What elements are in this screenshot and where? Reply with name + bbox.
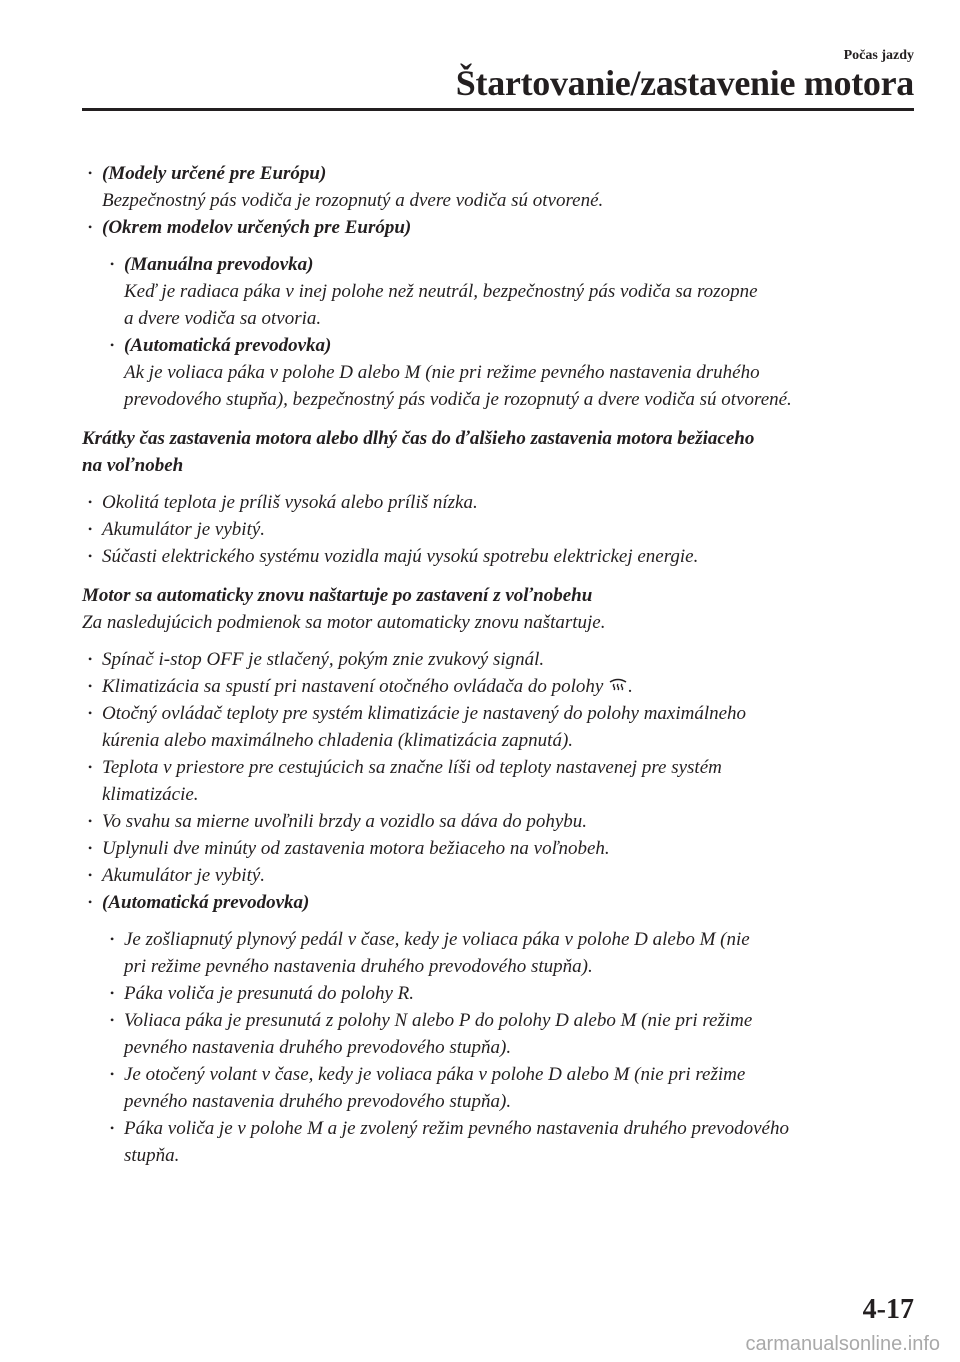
- list-item: [82, 516, 917, 543]
- bullet: •: [88, 760, 93, 774]
- list-item: [82, 160, 917, 214]
- bullet: •: [110, 932, 115, 946]
- list-item: [82, 808, 917, 835]
- list-item: [82, 754, 917, 808]
- list-item: [82, 673, 917, 700]
- bullet: •: [88, 652, 93, 666]
- item-text: a dvere vodiča sa otvoria.: [124, 308, 322, 329]
- bullet: •: [88, 679, 93, 693]
- item-text: Akumulátor je vybitý.: [102, 519, 266, 540]
- item-text: Je zošliapnutý plynový pedál v čase, kedy je voliaca páka v polohe D alebo M (nie: [124, 929, 750, 950]
- bullet: •: [110, 1067, 115, 1081]
- section-label: Počas jazdy: [843, 48, 914, 63]
- list-item: [82, 926, 917, 980]
- item-text: prevodového stupňa), bezpečnostný pás vodiča je rozopnutý a dvere vodiča sú otvorené.: [124, 389, 792, 410]
- bullet: •: [110, 1013, 115, 1027]
- item-label: (Automatická prevodovka): [124, 335, 332, 356]
- list-item: [82, 1007, 917, 1061]
- list-item: [82, 835, 917, 862]
- bullet: •: [110, 257, 115, 271]
- item-label: (Okrem modelov určených pre Európu): [102, 217, 412, 238]
- item-text: kúrenia alebo maximálneho chladenia (klimatizácia zapnutá).: [102, 730, 574, 751]
- list-item: [82, 862, 917, 889]
- item-label: (Modely určené pre Európu): [102, 163, 327, 184]
- bullet: •: [110, 986, 115, 1000]
- item-text: pevného nastavenia druhého prevodového stupňa).: [124, 1037, 512, 1058]
- section-heading: Motor sa automaticky znovu naštartuje po zastavení z voľnobehu: [82, 585, 593, 606]
- list-item: [82, 980, 917, 1007]
- page-title: Štartovanie/zastavenie motora: [455, 63, 914, 103]
- list-item: [82, 1115, 917, 1169]
- list-item: [82, 251, 917, 332]
- list-item: [82, 1061, 917, 1115]
- bullet: •: [88, 841, 93, 855]
- bullet: •: [88, 495, 93, 509]
- bullet: •: [88, 814, 93, 828]
- item-text: Okolitá teplota je príliš vysoká alebo príliš nízka.: [102, 492, 478, 513]
- item-text: Vo svahu sa mierne uvoľnili brzdy a vozidlo sa dáva do pohybu.: [102, 811, 588, 832]
- item-text: pri režime pevného nastavenia druhého prevodového stupňa).: [124, 956, 593, 977]
- item-text: stupňa.: [124, 1145, 180, 1166]
- section-heading: Krátky čas zastavenia motora alebo dlhý čas do ďalšieho zastavenia motora bežiaceho: [82, 428, 755, 449]
- page-content: [82, 160, 917, 1169]
- bullet: •: [88, 868, 93, 882]
- item-label: (Manuálna prevodovka): [124, 254, 314, 275]
- item-text: pevného nastavenia druhého prevodového stupňa).: [124, 1091, 512, 1112]
- list-item: [82, 543, 917, 570]
- item-text-with-icon: [102, 673, 917, 700]
- watermark: carmanualsonline.info: [745, 1333, 940, 1355]
- bullet: •: [88, 166, 93, 180]
- bullet: •: [88, 895, 93, 909]
- item-text: Páka voliča je presunutá do polohy R.: [124, 983, 415, 1004]
- list-item: [82, 489, 917, 516]
- item-text: Akumulátor je vybitý.: [102, 865, 266, 886]
- list-item: [82, 332, 917, 413]
- item-text: Ak je voliaca páka v polohe D alebo M (nie pri režime pevného nastavenia druhého: [124, 362, 760, 383]
- item-text: klimatizácie.: [102, 784, 199, 805]
- section-intro: Za nasledujúcich podmienok sa motor automaticky znovu naštartuje.: [82, 612, 606, 633]
- item-text: Spínač i-stop OFF je stlačený, pokým znie zvukový signál.: [102, 649, 545, 670]
- item-text: Súčasti elektrického systému vozidla majú vysokú spotrebu elektrickej energie.: [102, 546, 699, 567]
- item-text: Je otočený volant v čase, kedy je voliaca páka v polohe D alebo M (nie pri režime: [124, 1064, 746, 1085]
- item-label: (Automatická prevodovka): [102, 892, 310, 913]
- item-text: Páka voliča je v polohe M a je zvolený režim pevného nastavenia druhého prevodového: [124, 1118, 789, 1139]
- list-item: [82, 214, 917, 241]
- item-text: Keď je radiaca páka v inej polohe než neutrál, bezpečnostný pás vodiča sa rozopne: [124, 281, 758, 302]
- section-heading: na voľnobeh: [82, 455, 184, 476]
- item-text: Otočný ovládač teploty pre systém klimatizácie je nastavený do polohy maximálneho: [102, 703, 747, 724]
- bullet: •: [110, 338, 115, 352]
- windshield-defroster-icon: [608, 674, 628, 694]
- header-rule: [82, 108, 914, 111]
- item-text: Teplota v priestore pre cestujúcich sa značne líši od teploty nastavenej pre systém: [102, 757, 722, 778]
- item-text: Voliaca páka je presunutá z polohy N alebo P do polohy D alebo M (nie pri režime: [124, 1010, 753, 1031]
- bullet: •: [88, 549, 93, 563]
- list-item: [82, 700, 917, 754]
- bullet: •: [88, 706, 93, 720]
- list-item: [82, 889, 917, 916]
- item-text: Klimatizácia sa spustí pri nastavení otočného ovládača do polohy: [102, 676, 604, 697]
- page-number: 4-17: [862, 1294, 914, 1325]
- item-text-end: .: [628, 676, 633, 697]
- item-text: Bezpečnostný pás vodiča je rozopnutý a dvere vodiča sú otvorené.: [102, 190, 604, 211]
- list-item: [82, 646, 917, 673]
- bullet: •: [110, 1121, 115, 1135]
- bullet: •: [88, 522, 93, 536]
- item-text: Uplynuli dve minúty od zastavenia motora bežiaceho na voľnobeh.: [102, 838, 610, 859]
- bullet: •: [88, 220, 93, 234]
